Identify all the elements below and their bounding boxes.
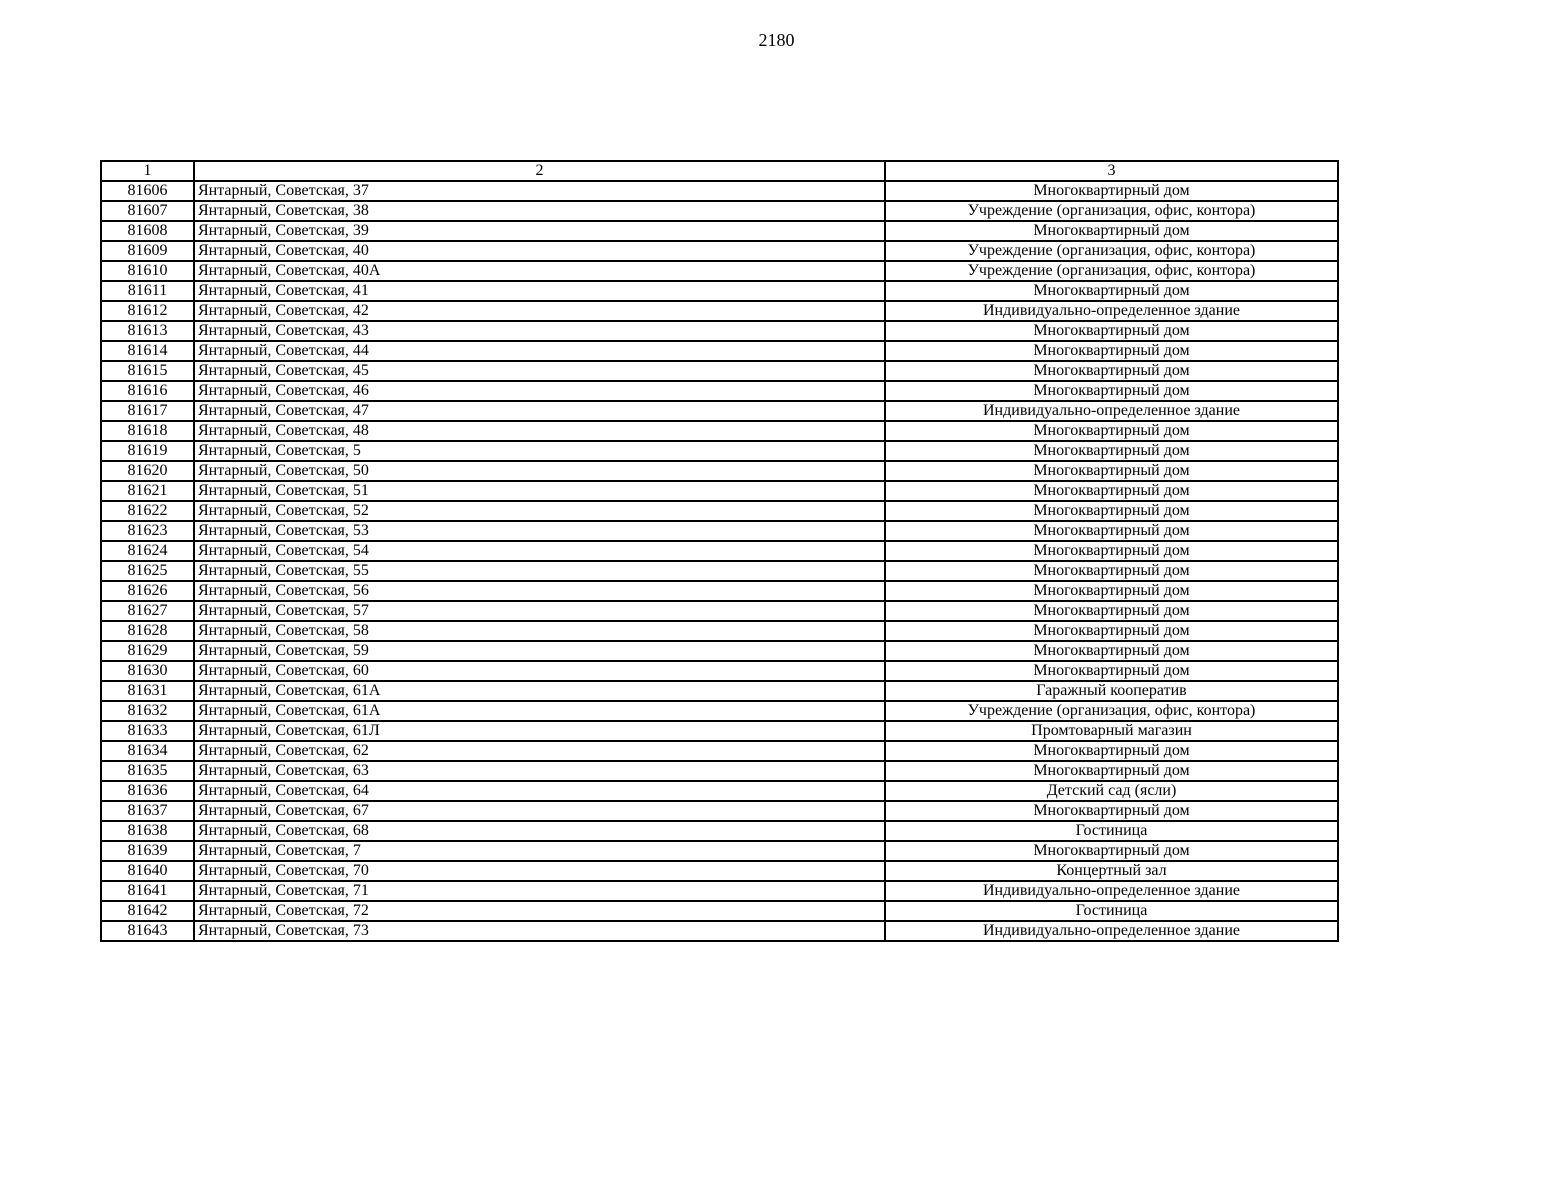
row-address: Янтарный, Советская, 72 xyxy=(194,901,885,921)
row-address: Янтарный, Советская, 52 xyxy=(194,501,885,521)
table-header xyxy=(101,161,1338,181)
row-number: 81621 xyxy=(101,481,194,501)
row-address: Янтарный, Советская, 45 xyxy=(194,361,885,381)
table-row xyxy=(101,401,1338,421)
table-row xyxy=(101,641,1338,661)
table-row xyxy=(101,441,1338,461)
row-building-type: Многоквартирный дом xyxy=(885,841,1338,861)
row-number: 81626 xyxy=(101,581,194,601)
row-number: 81612 xyxy=(101,301,194,321)
table-row xyxy=(101,381,1338,401)
row-building-type: Индивидуально-определенное здание xyxy=(885,881,1338,901)
row-number: 81640 xyxy=(101,861,194,881)
table-row xyxy=(101,481,1338,501)
table-row xyxy=(101,661,1338,681)
table-row xyxy=(101,621,1338,641)
row-number: 81618 xyxy=(101,421,194,441)
row-number: 81623 xyxy=(101,521,194,541)
row-building-type: Учреждение (организация, офис, контора) xyxy=(885,261,1338,281)
table-row xyxy=(101,221,1338,241)
row-address: Янтарный, Советская, 55 xyxy=(194,561,885,581)
row-number: 81635 xyxy=(101,761,194,781)
row-number: 81613 xyxy=(101,321,194,341)
table-row xyxy=(101,841,1338,861)
row-number: 81632 xyxy=(101,701,194,721)
row-address: Янтарный, Советская, 70 xyxy=(194,861,885,881)
row-number: 81609 xyxy=(101,241,194,261)
row-building-type: Многоквартирный дом xyxy=(885,281,1338,301)
row-address: Янтарный, Советская, 47 xyxy=(194,401,885,421)
row-address: Янтарный, Советская, 7 xyxy=(194,841,885,861)
table-row xyxy=(101,681,1338,701)
row-building-type: Многоквартирный дом xyxy=(885,181,1338,201)
registry-table xyxy=(100,160,1339,942)
row-address: Янтарный, Советская, 42 xyxy=(194,301,885,321)
row-address: Янтарный, Советская, 63 xyxy=(194,761,885,781)
row-address: Янтарный, Советская, 57 xyxy=(194,601,885,621)
table-row xyxy=(101,321,1338,341)
row-number: 81643 xyxy=(101,921,194,941)
row-address: Янтарный, Советская, 37 xyxy=(194,181,885,201)
row-building-type: Индивидуально-определенное здание xyxy=(885,401,1338,421)
row-address: Янтарный, Советская, 61А xyxy=(194,681,885,701)
row-number: 81631 xyxy=(101,681,194,701)
table-row xyxy=(101,601,1338,621)
row-building-type: Индивидуально-определенное здание xyxy=(885,921,1338,941)
row-number: 81641 xyxy=(101,881,194,901)
table-row xyxy=(101,261,1338,281)
row-number: 81627 xyxy=(101,601,194,621)
row-address: Янтарный, Советская, 40А xyxy=(194,261,885,281)
row-address: Янтарный, Советская, 62 xyxy=(194,741,885,761)
row-building-type: Учреждение (организация, офис, контора) xyxy=(885,201,1338,221)
row-address: Янтарный, Советская, 71 xyxy=(194,881,885,901)
row-building-type: Многоквартирный дом xyxy=(885,461,1338,481)
row-number: 81624 xyxy=(101,541,194,561)
row-address: Янтарный, Советская, 46 xyxy=(194,381,885,401)
row-number: 81638 xyxy=(101,821,194,841)
row-number: 81628 xyxy=(101,621,194,641)
row-address: Янтарный, Советская, 60 xyxy=(194,661,885,681)
table-body xyxy=(101,181,1338,941)
row-building-type: Многоквартирный дом xyxy=(885,481,1338,501)
table-row xyxy=(101,561,1338,581)
table-row xyxy=(101,541,1338,561)
row-address: Янтарный, Советская, 58 xyxy=(194,621,885,641)
row-building-type: Многоквартирный дом xyxy=(885,421,1338,441)
table-row xyxy=(101,581,1338,601)
row-building-type: Многоквартирный дом xyxy=(885,541,1338,561)
row-number: 81637 xyxy=(101,801,194,821)
row-address: Янтарный, Советская, 50 xyxy=(194,461,885,481)
row-address: Янтарный, Советская, 61А xyxy=(194,701,885,721)
row-building-type: Многоквартирный дом xyxy=(885,601,1338,621)
row-number: 81608 xyxy=(101,221,194,241)
row-number: 81633 xyxy=(101,721,194,741)
table-row xyxy=(101,521,1338,541)
row-building-type: Многоквартирный дом xyxy=(885,521,1338,541)
row-building-type: Детский сад (ясли) xyxy=(885,781,1338,801)
row-building-type: Учреждение (организация, офис, контора) xyxy=(885,241,1338,261)
row-address: Янтарный, Советская, 40 xyxy=(194,241,885,261)
row-address: Янтарный, Советская, 5 xyxy=(194,441,885,461)
row-building-type: Многоквартирный дом xyxy=(885,501,1338,521)
table-row xyxy=(101,781,1338,801)
row-number: 81611 xyxy=(101,281,194,301)
row-address: Янтарный, Советская, 48 xyxy=(194,421,885,441)
row-building-type: Учреждение (организация, офис, контора) xyxy=(885,701,1338,721)
table-row xyxy=(101,341,1338,361)
table-row xyxy=(101,701,1338,721)
row-address: Янтарный, Советская, 73 xyxy=(194,921,885,941)
row-building-type: Многоквартирный дом xyxy=(885,641,1338,661)
row-address: Янтарный, Советская, 68 xyxy=(194,821,885,841)
table-row xyxy=(101,201,1338,221)
row-number: 81625 xyxy=(101,561,194,581)
row-number: 81616 xyxy=(101,381,194,401)
table-row xyxy=(101,901,1338,921)
row-building-type: Многоквартирный дом xyxy=(885,801,1338,821)
row-address: Янтарный, Советская, 59 xyxy=(194,641,885,661)
row-building-type: Многоквартирный дом xyxy=(885,321,1338,341)
page-number: 2180 xyxy=(758,30,795,50)
table-row xyxy=(101,461,1338,481)
row-building-type: Многоквартирный дом xyxy=(885,621,1338,641)
row-number: 81620 xyxy=(101,461,194,481)
row-building-type: Многоквартирный дом xyxy=(885,741,1338,761)
table-row xyxy=(101,361,1338,381)
table-row xyxy=(101,881,1338,901)
table-row xyxy=(101,801,1338,821)
row-building-type: Концертный зал xyxy=(885,861,1338,881)
row-number: 81622 xyxy=(101,501,194,521)
table-row xyxy=(101,721,1338,741)
column-header-3: 3 xyxy=(885,161,1338,181)
row-address: Янтарный, Советская, 39 xyxy=(194,221,885,241)
table-row xyxy=(101,421,1338,441)
row-address: Янтарный, Советская, 56 xyxy=(194,581,885,601)
row-address: Янтарный, Советская, 54 xyxy=(194,541,885,561)
row-address: Янтарный, Советская, 38 xyxy=(194,201,885,221)
row-building-type: Многоквартирный дом xyxy=(885,441,1338,461)
row-number: 81607 xyxy=(101,201,194,221)
column-header-1: 1 xyxy=(101,161,194,181)
table-row xyxy=(101,501,1338,521)
row-address: Янтарный, Советская, 44 xyxy=(194,341,885,361)
row-building-type: Индивидуально-определенное здание xyxy=(885,301,1338,321)
row-number: 81639 xyxy=(101,841,194,861)
table-row xyxy=(101,861,1338,881)
row-building-type: Многоквартирный дом xyxy=(885,341,1338,361)
table-row xyxy=(101,921,1338,941)
row-building-type: Многоквартирный дом xyxy=(885,561,1338,581)
row-address: Янтарный, Советская, 41 xyxy=(194,281,885,301)
row-building-type: Многоквартирный дом xyxy=(885,361,1338,381)
row-building-type: Гостиница xyxy=(885,901,1338,921)
row-number: 81610 xyxy=(101,261,194,281)
column-header-2: 2 xyxy=(194,161,885,181)
row-address: Янтарный, Советская, 61Л xyxy=(194,721,885,741)
row-address: Янтарный, Советская, 53 xyxy=(194,521,885,541)
table-row xyxy=(101,301,1338,321)
row-number: 81615 xyxy=(101,361,194,381)
row-number: 81630 xyxy=(101,661,194,681)
row-building-type: Гаражный кооператив xyxy=(885,681,1338,701)
table-row xyxy=(101,281,1338,301)
table-row xyxy=(101,181,1338,201)
row-building-type: Промтоварный магазин xyxy=(885,721,1338,741)
table-row xyxy=(101,761,1338,781)
row-address: Янтарный, Советская, 43 xyxy=(194,321,885,341)
row-building-type: Гостиница xyxy=(885,821,1338,841)
row-building-type: Многоквартирный дом xyxy=(885,761,1338,781)
row-number: 81642 xyxy=(101,901,194,921)
row-building-type: Многоквартирный дом xyxy=(885,661,1338,681)
table-row xyxy=(101,821,1338,841)
table-row xyxy=(101,741,1338,761)
row-address: Янтарный, Советская, 67 xyxy=(194,801,885,821)
row-number: 81629 xyxy=(101,641,194,661)
row-address: Янтарный, Советская, 51 xyxy=(194,481,885,501)
row-address: Янтарный, Советская, 64 xyxy=(194,781,885,801)
header-row xyxy=(101,161,1338,181)
table-row xyxy=(101,241,1338,261)
row-number: 81619 xyxy=(101,441,194,461)
row-number: 81606 xyxy=(101,181,194,201)
row-building-type: Многоквартирный дом xyxy=(885,381,1338,401)
row-number: 81636 xyxy=(101,781,194,801)
row-building-type: Многоквартирный дом xyxy=(885,581,1338,601)
row-number: 81617 xyxy=(101,401,194,421)
row-number: 81634 xyxy=(101,741,194,761)
row-number: 81614 xyxy=(101,341,194,361)
row-building-type: Многоквартирный дом xyxy=(885,221,1338,241)
